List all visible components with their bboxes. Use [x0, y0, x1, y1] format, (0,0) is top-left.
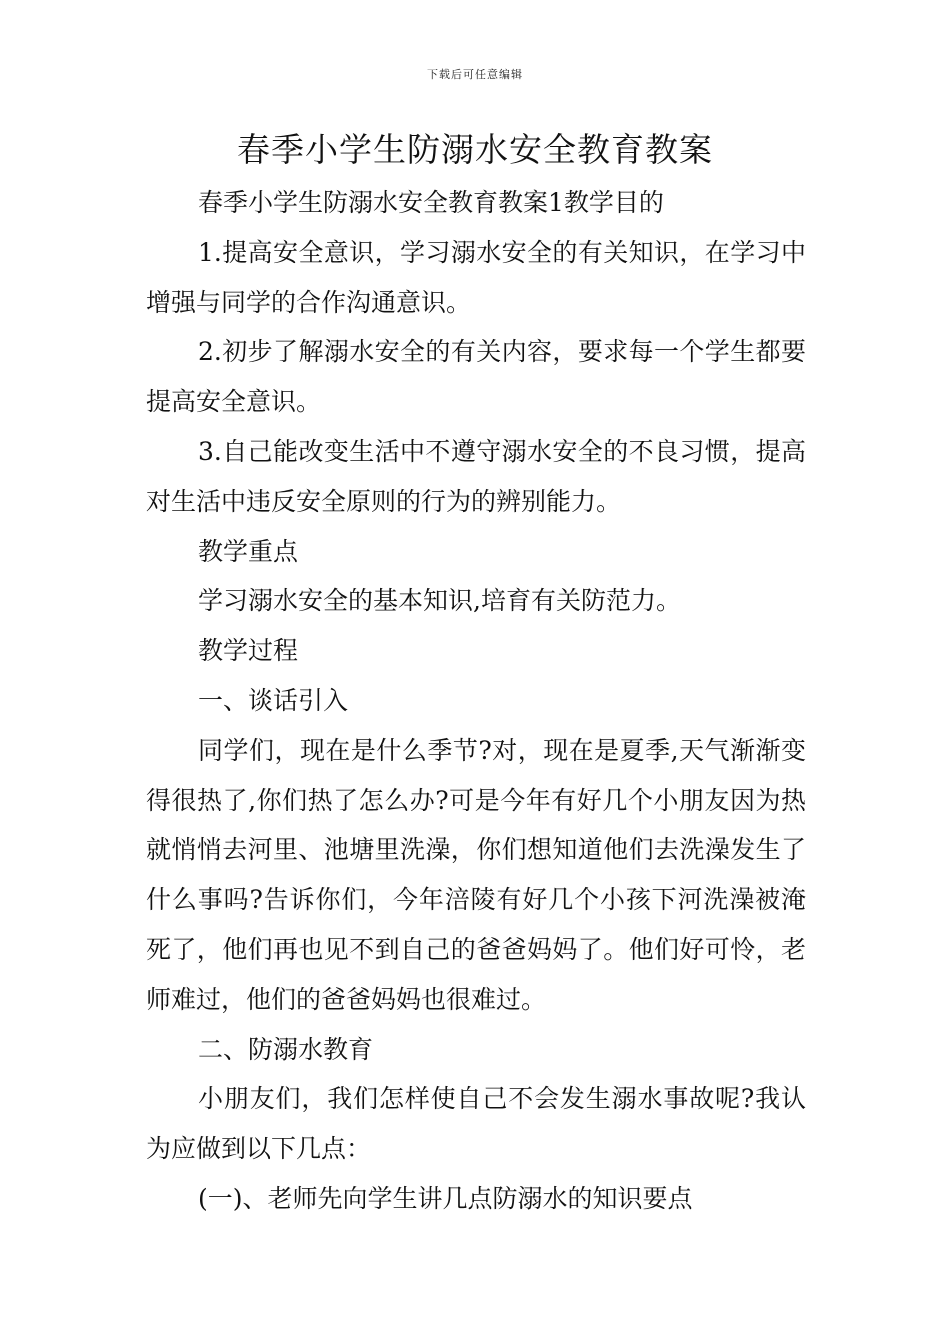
document-body	[146, 178, 806, 1224]
paragraph-drowning-education: 小朋友们，我们怎样使自己不会发生溺水事故呢?我认为应做到以下几点：	[146, 1084, 806, 1164]
document-title: 春季小学生防溺水安全教育教案	[237, 130, 713, 169]
paragraph-intro: 春季小学生防溺水安全教育教案1教学目的	[198, 188, 664, 217]
paragraph-goal-2: 2.初步了解溺水安全的有关内容，要求每一个学生都要提高安全意识。	[146, 337, 806, 417]
page-header-note: 下载后可任意编辑	[427, 68, 523, 81]
paragraph-goal-3: 3.自己能改变生活中不遵守溺水安全的不良习惯，提高对生活中违反安全原则的行为的辨别能力。	[146, 436, 806, 516]
section-heading-intro-talk: 一、谈话引入	[198, 685, 349, 715]
paragraph-knowledge-points: (一)、老师先向学生讲几点防溺水的知识要点	[198, 1183, 693, 1213]
paragraph-key-points: 学习溺水安全的基本知识,培育有关防范力。	[198, 586, 681, 616]
section-heading-process: 教学过程	[198, 636, 299, 666]
section-heading-drowning-education: 二、防溺水教育	[198, 1034, 374, 1064]
paragraph-goal-1: 1.提高安全意识，学习溺水安全的有关知识，在学习中增强与同学的合作沟通意识。	[146, 237, 806, 317]
paragraph-intro-talk: 同学们，现在是什么季节?对，现在是夏季,天气渐渐变得很热了,你们热了怎么办?可是今年有好几个小朋友因为热就悄悄去河里、池塘里洗澡，你们想知道他们去洗澡发生了什么事吗?告诉你们，今年涪陵有好几个小孩下河洗澡被淹死了，他们再也见不到自己的爸爸妈妈了。他们好可怜，老师难过，他们的爸爸妈妈也很难过。	[146, 735, 806, 1014]
section-heading-key-points: 教学重点	[198, 536, 299, 566]
